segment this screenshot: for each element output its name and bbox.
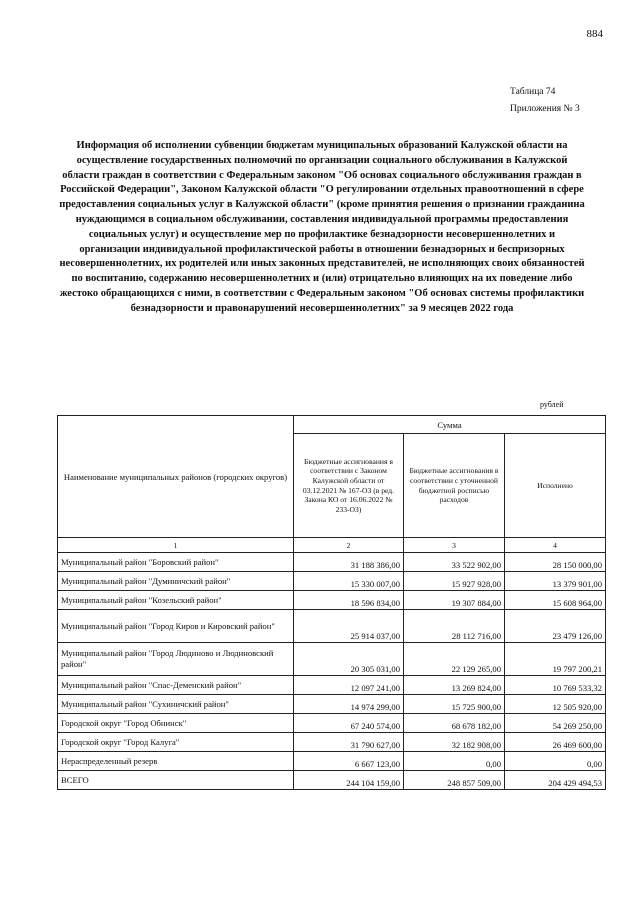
row-value-executed: 10 769 533,32 bbox=[505, 676, 606, 695]
table-row bbox=[58, 610, 606, 643]
row-value-executed: 15 608 964,00 bbox=[505, 591, 606, 610]
row-value-budget: 12 097 241,00 bbox=[294, 676, 404, 695]
row-name: Городской округ "Город Калуга" bbox=[58, 733, 294, 752]
column-number: 1 bbox=[58, 538, 294, 553]
column-numbers-row bbox=[58, 538, 606, 553]
row-name: Муниципальный район "Город Киров и Кировский район" bbox=[58, 610, 294, 643]
row-name: Муниципальный район "Козельский район" bbox=[58, 591, 294, 610]
row-value-budget: 18 596 834,00 bbox=[294, 591, 404, 610]
header-budget-law: Бюджетные ассигнования в соответствии с Законом Калужской области от 03.12.2021 № 167-ОЗ (в ред. Закона КО от 16.06.2022 № 233-ОЗ) bbox=[294, 434, 404, 538]
row-value-executed: 54 269 250,00 bbox=[505, 714, 606, 733]
document-title: Информация об исполнении субвенции бюджетам муниципальных образований Калужской области на осуществление государственных полномочий по организации социального обслуживания в Калужской области граждан в соответствии с Федеральным законом "Об основах социального обслуживания граждан в Российской Федерации", Законом Калужской области "О регулировании отдельных правоотношений в сфере предоставления социальных услуг в Калужской области" (кроме принятия решения о признании гражданина нуждающимся в социальном обслуживании, составления индивидуальной программы предоставления социальных услуг) и осуществление мер по профилактике безнадзорности несовершеннолетних и организации индивидуальной профилактической работы в отношении безнадзорных и беспризорных несовершеннолетних, их родителей или иных законных представителей, не исполняющих своих обязанностей по воспитанию, содержанию несовершеннолетних и (или) отрицательно влияющих на их поведение либо жестоко обращающихся с ними, в соответствии с Федеральным законом "Об основах системы профилактики безнадзорности и правонарушений несовершеннолетних" за 9 месяцев 2022 года bbox=[59, 140, 585, 314]
table-row bbox=[58, 714, 606, 733]
total-value-refined: 248 857 509,00 bbox=[404, 771, 505, 790]
row-value-refined: 22 129 265,00 bbox=[404, 643, 505, 676]
row-value-budget: 14 974 299,00 bbox=[294, 695, 404, 714]
row-value-budget: 15 330 007,00 bbox=[294, 572, 404, 591]
reserve-value-executed: 0,00 bbox=[505, 752, 606, 771]
column-number: 4 bbox=[505, 538, 606, 553]
table-row bbox=[58, 695, 606, 714]
table-row bbox=[58, 676, 606, 695]
row-value-refined: 68 678 182,00 bbox=[404, 714, 505, 733]
header-budget-refined: Бюджетные ассигнования в соответствии с уточненной бюджетной росписью расходов bbox=[404, 434, 505, 538]
column-number: 2 bbox=[294, 538, 404, 553]
row-value-executed: 28 150 000,00 bbox=[505, 553, 606, 572]
row-name: Городской округ "Город Обнинск" bbox=[58, 714, 294, 733]
table-ref-line: Таблица 74 bbox=[510, 87, 556, 97]
total-row bbox=[58, 771, 606, 790]
row-value-refined: 28 112 716,00 bbox=[404, 610, 505, 643]
row-value-budget: 20 305 031,00 bbox=[294, 643, 404, 676]
total-name: ВСЕГО bbox=[58, 771, 294, 790]
row-name: Муниципальный район "Спас-Деменский район" bbox=[58, 676, 294, 695]
header-sum: Сумма bbox=[294, 416, 606, 434]
row-value-budget: 31 790 627,00 bbox=[294, 733, 404, 752]
row-value-refined: 13 269 824,00 bbox=[404, 676, 505, 695]
row-name: Муниципальный район "Сухиничский район" bbox=[58, 695, 294, 714]
table-row bbox=[58, 643, 606, 676]
table-row bbox=[58, 591, 606, 610]
header-executed: Исполнено bbox=[505, 434, 606, 538]
table-reference bbox=[510, 84, 580, 118]
row-value-executed: 23 479 126,00 bbox=[505, 610, 606, 643]
row-value-executed: 26 469 600,00 bbox=[505, 733, 606, 752]
row-value-refined: 32 182 908,00 bbox=[404, 733, 505, 752]
total-value-budget: 244 104 159,00 bbox=[294, 771, 404, 790]
row-value-refined: 33 522 902,00 bbox=[404, 553, 505, 572]
row-value-refined: 15 927 928,00 bbox=[404, 572, 505, 591]
reserve-value-refined: 0,00 bbox=[404, 752, 505, 771]
total-value-executed: 204 429 494,53 bbox=[505, 771, 606, 790]
row-value-refined: 15 725 900,00 bbox=[404, 695, 505, 714]
header-name: Наименование муниципальных районов (городских округов) bbox=[58, 416, 294, 538]
table-ref-line: Приложения № 3 bbox=[510, 104, 580, 114]
row-value-executed: 12 505 920,00 bbox=[505, 695, 606, 714]
row-value-refined: 19 307 884,00 bbox=[404, 591, 505, 610]
reserve-row bbox=[58, 752, 606, 771]
report-table bbox=[57, 415, 606, 790]
row-value-budget: 67 240 574,00 bbox=[294, 714, 404, 733]
table-row bbox=[58, 572, 606, 591]
reserve-value-budget: 6 667 123,00 bbox=[294, 752, 404, 771]
row-name: Муниципальный район "Город Людиново и Людиновский район" bbox=[58, 643, 294, 676]
page-number: 884 bbox=[586, 28, 603, 40]
currency-unit: рублей bbox=[540, 400, 564, 409]
row-name: Муниципальный район "Боровский район" bbox=[58, 553, 294, 572]
reserve-name: Нераспределенный резерв bbox=[58, 752, 294, 771]
row-value-executed: 13 379 901,00 bbox=[505, 572, 606, 591]
row-name: Муниципальный район "Думиничский район" bbox=[58, 572, 294, 591]
table-row bbox=[58, 553, 606, 572]
row-value-executed: 19 797 200,21 bbox=[505, 643, 606, 676]
table-row bbox=[58, 733, 606, 752]
row-value-budget: 25 914 037,00 bbox=[294, 610, 404, 643]
column-number: 3 bbox=[404, 538, 505, 553]
row-value-budget: 31 188 386,00 bbox=[294, 553, 404, 572]
